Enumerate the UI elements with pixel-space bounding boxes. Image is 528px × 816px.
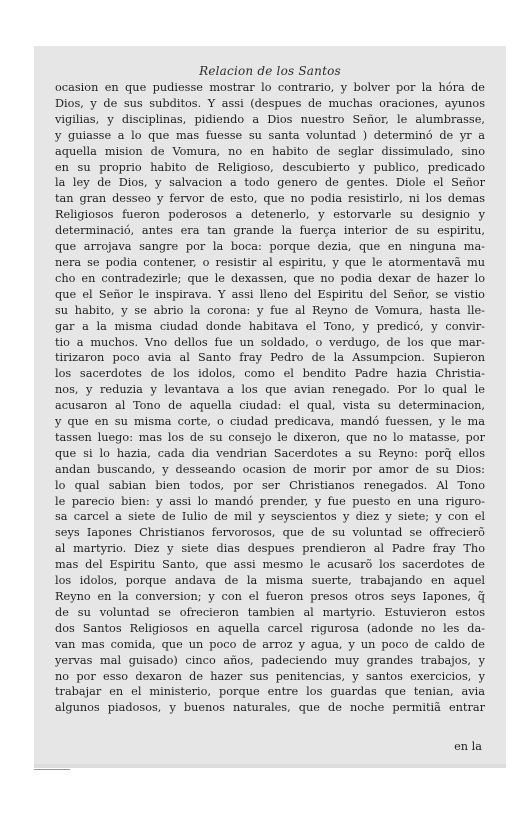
text-line: nera se podia contener, o resistir al espiritu, y que le atormentavã mu <box>55 255 485 269</box>
text-line: y que en su misma corte, o ciudad predicava, mandó fuessen, y le ma <box>55 415 485 429</box>
text-block <box>55 80 485 716</box>
text-line: los idolos, porque andava de la misma suerte, trabajando en aquel <box>55 574 485 588</box>
text-line: le parecio bien: y assi lo mandó prender, y fue puesto en una riguro- <box>55 494 485 508</box>
text-line: ocasion en que pudiesse mostrar lo contrario, y bolver por la hóra de <box>55 81 485 94</box>
scan-edge-rule <box>34 769 70 770</box>
text-line: andan buscando, y desseando ocasion de morir por amor de su Dios: <box>55 462 485 476</box>
text-line: en su proprio habito de Religioso, descubierto y publico, predicado <box>55 160 485 174</box>
text-line: trabajar en el ministerio, porque entre los guardas que tenian, avia <box>55 685 485 699</box>
running-head: Relacion de los Santos <box>199 64 341 78</box>
text-line: nos, y reduzia y levantava a los que avian renegado. Por lo qual le <box>55 383 485 397</box>
text-line: dos Santos Religiosos en aquella carcel rigurosa (adonde no les da- <box>55 621 485 635</box>
text-line: la ley de Dios, y salvacion a todo genero de gentes. Diole el Señor <box>55 176 485 190</box>
text-line: van mas comida, que un poco de arroz y agua, y un poco de caldo de <box>55 637 485 651</box>
text-line: determinació, antes era tan grande la fuerça interior de su espiritu, <box>55 224 485 238</box>
text-line: que el Señor le inspirava. Y assi lleno del Espiritu del Señor, se vistio <box>55 287 485 301</box>
text-line: tassen luego: mas los de su consejo le dixeron, que no lo matasse, por <box>55 430 485 444</box>
text-line: aquella mision de Vomura, no en habito de seglar dissimulado, sino <box>55 144 485 158</box>
catchword: en la <box>454 740 482 753</box>
text-line: Reyno en la conversion; y con el fueron presos otros seys Iapones, q̃ <box>55 590 485 603</box>
text-line: Dios, y de sus subditos. Y assi (despues de muchas oraciones, ayunos <box>55 96 485 110</box>
text-line: y guiasse a lo que mas fuesse su santa voluntad ) determinó de yr a <box>55 128 485 142</box>
text-line: vigilias, y disciplinas, pidiendo a Dios nuestro Señor, le alumbrasse, <box>55 112 485 126</box>
text-line: seys Iapones Christianos fervorosos, que de su voluntad se offrecierõ <box>55 526 485 540</box>
text-line: tirizaron poco avia al Santo fray Pedro de la Assumpcion. Supieron <box>55 351 485 365</box>
text-line: acusaron al Tono de aquella ciudad: el qual, vista su determinacion, <box>55 399 485 413</box>
text-line: mas del Espiritu Santo, que assi mesmo le acusarõ los sacerdotes de <box>55 558 485 572</box>
text-line: lo qual sabian bien todos, por ser Christianos renegados. Al Tono <box>55 478 485 492</box>
text-line: yervas mal guisado) cinco años, padeciendo muy grandes trabajos, y <box>55 653 485 667</box>
text-line: Religiosos fueron poderosos a detenerlo, y estorvarle su designio y <box>55 208 485 222</box>
text-line: tio a muchos. Vno dellos fue un soldado, o verdugo, de los que mar- <box>55 335 485 349</box>
text-line: sa carcel a siete de Iulio de mil y seyscientos y diez y siete; y con el <box>55 510 485 524</box>
text-line: que si lo hazia, cada dia vendrian Sacerdotes a su Reyno: porq̃ ellos <box>55 446 485 460</box>
text-line: que arrojava sangre por la boca: porque dezia, que en ninguna ma- <box>55 240 485 254</box>
book-page <box>34 46 506 768</box>
text-line: cho en contradezirle; que le dexassen, que no podia dexar de hazer lo <box>55 271 485 285</box>
text-line: los sacerdotes de los idolos, como el bendito Padre hazia Christia- <box>55 367 485 381</box>
text-line: algunos piadosos, y buenos naturales, que de noche permitiã entrar <box>55 701 485 715</box>
text-line: gar a la misma ciudad donde habitava el Tono, y predicó, y convir- <box>55 319 485 333</box>
text-line: su habito, y se abrio la corona: y fue al Reyno de Vomura, hasta lle- <box>55 303 485 317</box>
text-line: de su voluntad se ofrecieron tambien al martyrio. Estuvieron estos <box>55 605 485 619</box>
text-line: no por esso dexaron de hazer sus penitencias, y santos exercicios, y <box>55 669 485 683</box>
text-line: tan gran desseo y fervor de esto, que no podia resistirlo, ni los demas <box>55 192 485 206</box>
text-line: al martyrio. Diez y siete dias despues prendieron al Padre fray Tho <box>55 542 485 556</box>
